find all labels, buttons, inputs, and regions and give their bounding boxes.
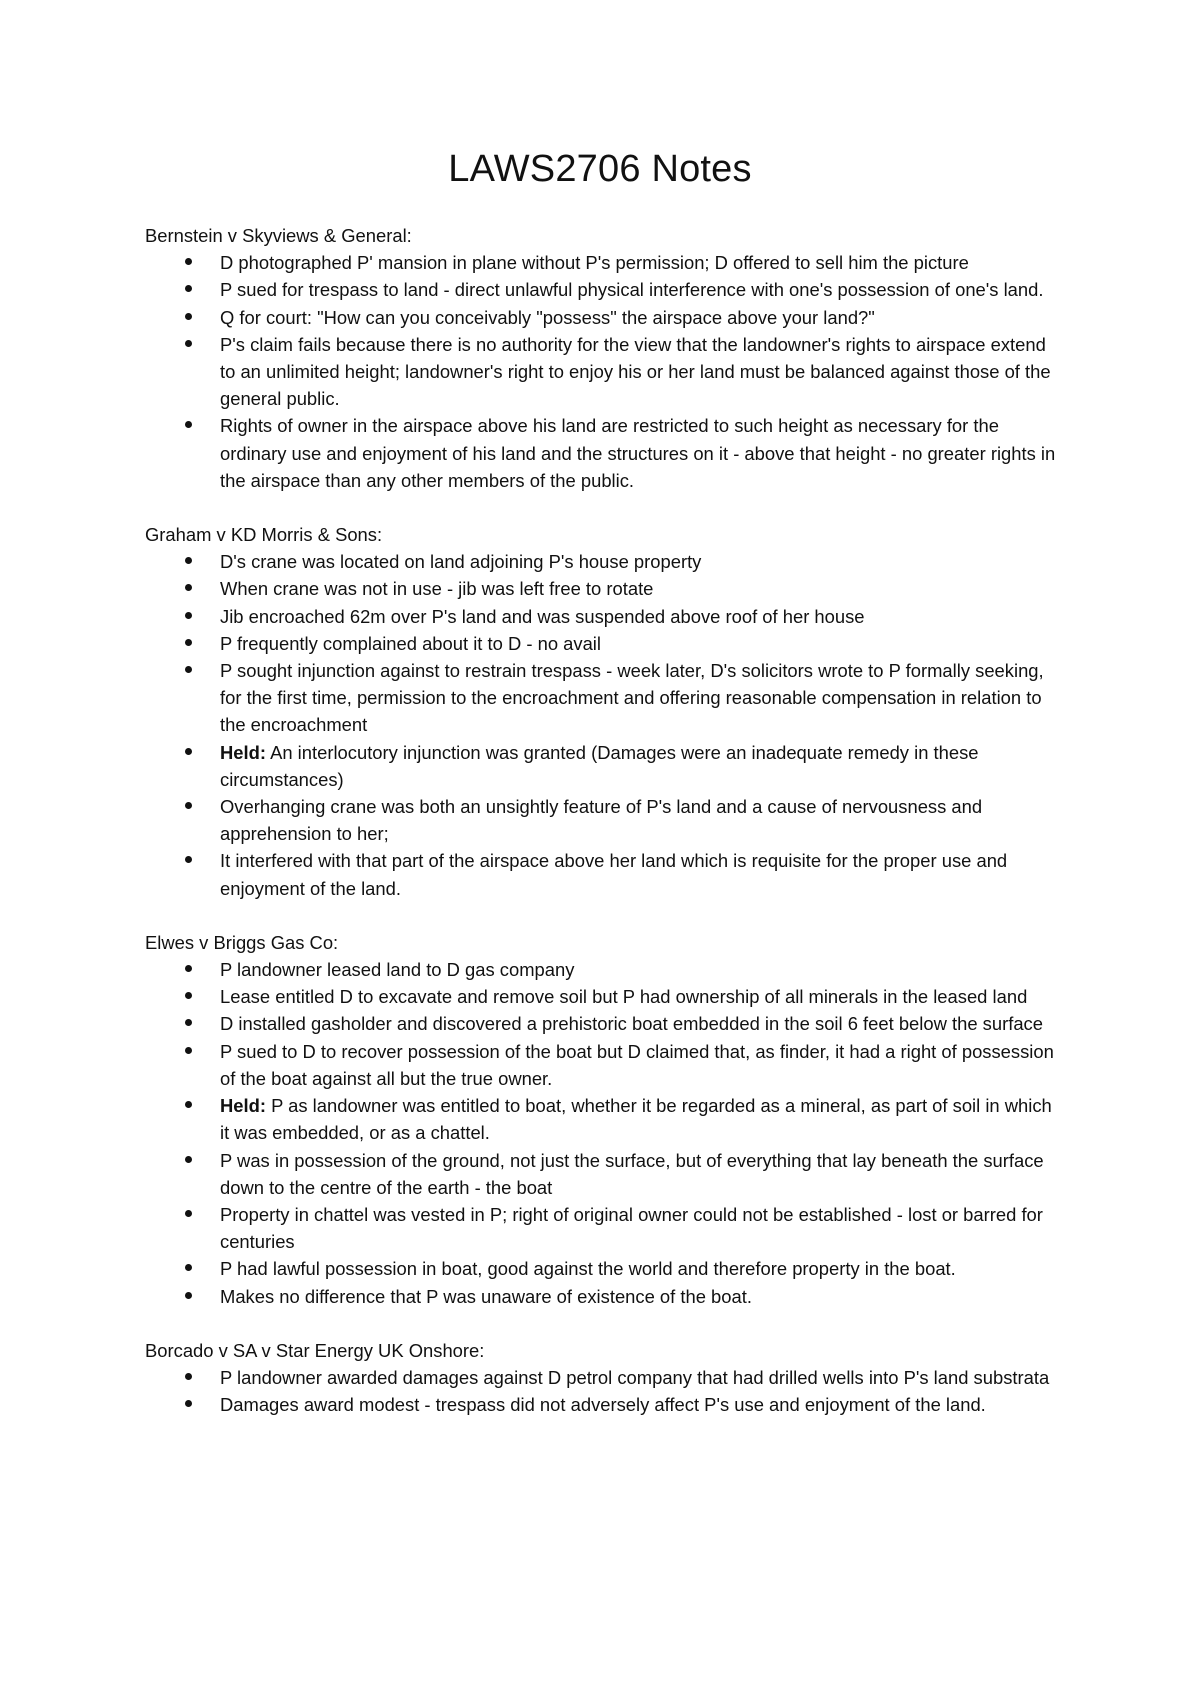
notes-body (145, 222, 1065, 1445)
case-section-borcado (145, 1337, 1065, 1419)
bullet-item: D installed gasholder and discovered a prehistoric boat embedded in the soil 6 feet below the surface (145, 1010, 1065, 1037)
bullet-item: D's crane was located on land adjoining P's house property (145, 548, 1065, 575)
bullet-item: When crane was not in use - jib was left free to rotate (145, 575, 1065, 602)
bullet-item: Makes no difference that P was unaware of existence of the boat. (145, 1283, 1065, 1310)
bullet-item: P was in possession of the ground, not just the surface, but of everything that lay beneath the surface down to the centre of the earth - the boat (145, 1147, 1065, 1201)
held-text: An interlocutory injunction was granted (Damages were an inadequate remedy in these circumstances) (220, 741, 979, 790)
bullet-item: It interfered with that part of the airspace above her land which is requisite for the proper use and enjoyment of the land. (145, 847, 1065, 901)
case-section-bernstein (145, 222, 1065, 494)
bullet-item: Overhanging crane was both an unsightly feature of P's land and a cause of nervousness and apprehension to her; (145, 793, 1065, 847)
case-section-graham (145, 521, 1065, 902)
bullet-list (145, 249, 1065, 494)
bullet-list (145, 548, 1065, 902)
bullet-item-held (145, 739, 1065, 793)
case-section-elwes (145, 929, 1065, 1310)
bullet-item: Damages award modest - trespass did not adversely affect P's use and enjoyment of the land. (145, 1391, 1065, 1418)
bullet-item: P's claim fails because there is no authority for the view that the landowner's rights to airspace extend to an unlimited height; landowner's right to enjoy his or her land must be balanced against those of the general public. (145, 331, 1065, 413)
held-label: Held: (220, 1095, 266, 1117)
bullet-item: P sued to D to recover possession of the boat but D claimed that, as finder, it had a right of possession of the boat against all but the true owner. (145, 1038, 1065, 1092)
bullet-item: Rights of owner in the airspace above his land are restricted to such height as necessary for the ordinary use and enjoyment of his land and the structures on it - above that height - no greater rights in the airspace than any other members of the public. (145, 412, 1065, 494)
bullet-item: P landowner awarded damages against D petrol company that had drilled wells into P's land substrata (145, 1364, 1065, 1391)
case-heading: Borcado v SA v Star Energy UK Onshore: (145, 1339, 485, 1361)
bullet-item: P frequently complained about it to D - no avail (145, 630, 1065, 657)
case-heading: Bernstein v Skyviews & General: (145, 225, 412, 246)
bullet-item-held (145, 1092, 1065, 1146)
bullet-item: Property in chattel was vested in P; right of original owner could not be established - lost or barred for centuries (145, 1201, 1065, 1255)
held-text: P as landowner was entitled to boat, whether it be regarded as a mineral, as part of soil in which it was embedded, or as a chattel. (220, 1095, 1052, 1144)
bullet-item: D photographed P' mansion in plane without P's permission; D offered to sell him the picture (145, 249, 1065, 276)
bullet-item: Jib encroached 62m over P's land and was suspended above roof of her house (145, 603, 1065, 630)
bullet-list (145, 956, 1065, 1310)
held-label: Held: (220, 741, 266, 763)
case-heading: Elwes v Briggs Gas Co: (145, 931, 339, 953)
bullet-item: P had lawful possession in boat, good against the world and therefore property in the boat. (145, 1255, 1065, 1282)
bullet-item: P sought injunction against to restrain trespass - week later, D's solicitors wrote to P formally seeking, for the first time, permission to the encroachment and offering reasonable compensation in relation to the encroachment (145, 657, 1065, 739)
bullet-list (145, 1364, 1065, 1418)
bullet-item: Lease entitled D to excavate and remove soil but P had ownership of all minerals in the leased land (145, 983, 1065, 1010)
bullet-item: P landowner leased land to D gas company (145, 956, 1065, 983)
page-title: LAWS2706 Notes (448, 148, 752, 190)
bullet-item: Q for court: "How can you conceivably "possess" the airspace above your land?" (145, 304, 1065, 331)
case-heading: Graham v KD Morris & Sons: (145, 524, 383, 546)
bullet-item: P sued for trespass to land - direct unlawful physical interference with one's possession of one's land. (145, 276, 1065, 303)
